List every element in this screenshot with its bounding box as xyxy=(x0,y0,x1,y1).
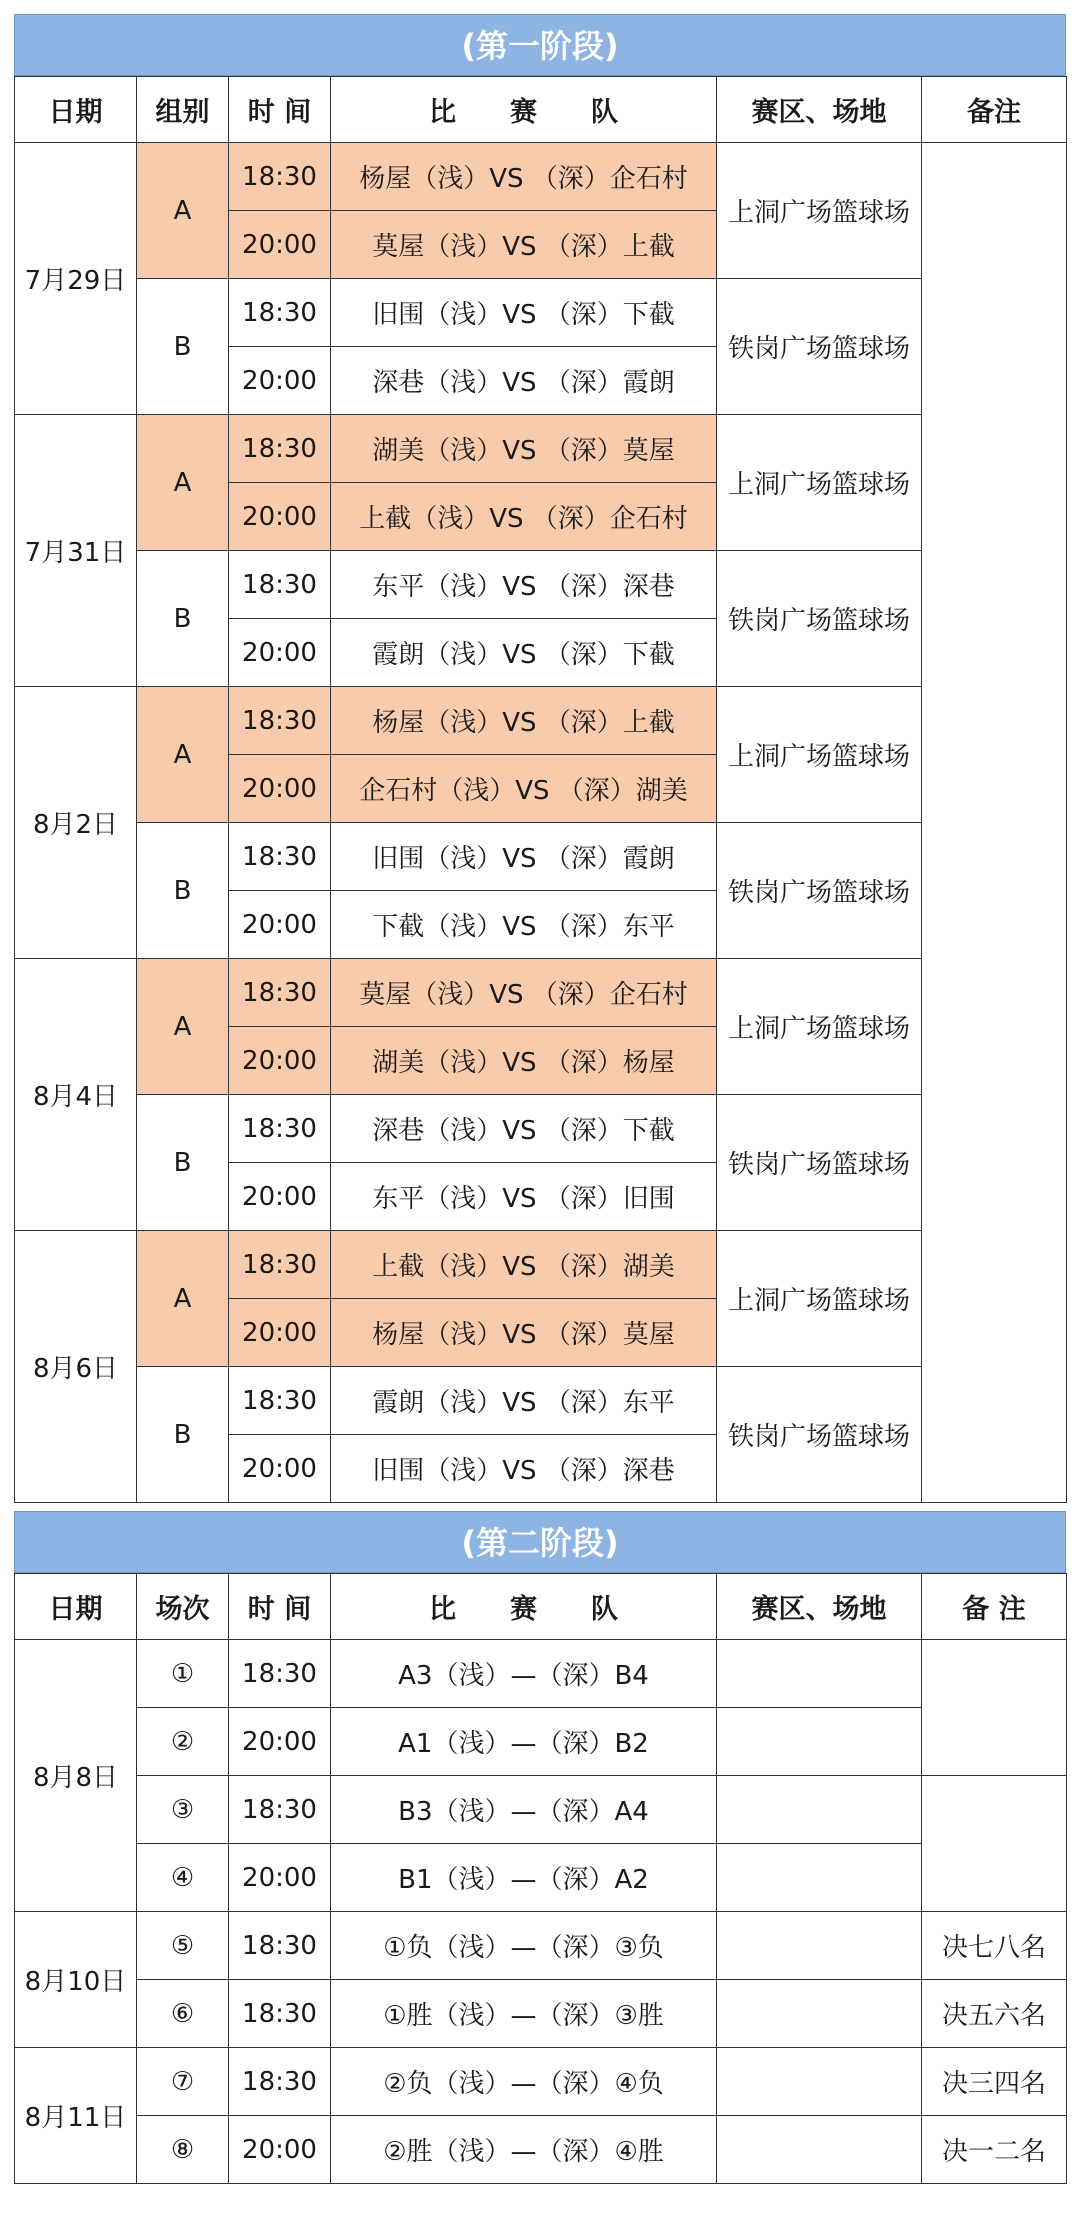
date-cell: 8月4日 xyxy=(15,959,137,1231)
group-cell: B xyxy=(137,551,229,687)
match-row xyxy=(15,551,1067,619)
teams-cell: 下截（浅）VS （深）东平 xyxy=(331,891,717,959)
venue-cell xyxy=(717,1776,922,1844)
match-number-cell: ⑤ xyxy=(137,1912,229,1980)
time-cell: 20:00 xyxy=(229,1027,331,1095)
column-header: 场次 xyxy=(137,1574,229,1640)
stage2-table xyxy=(14,1573,1067,2184)
teams-cell: 深巷（浅）VS （深）下截 xyxy=(331,1095,717,1163)
time-cell: 20:00 xyxy=(229,2116,331,2184)
teams-cell: 东平（浅）VS （深）深巷 xyxy=(331,551,717,619)
venue-cell: 铁岗广场篮球场 xyxy=(717,279,922,415)
stage1-title: (第一阶段) xyxy=(461,27,619,65)
teams-cell: 霞朗（浅）VS （深）下截 xyxy=(331,619,717,687)
time-cell: 20:00 xyxy=(229,483,331,551)
stage1-table xyxy=(14,76,1067,1503)
teams-cell: 旧围（浅）VS （深）霞朗 xyxy=(331,823,717,891)
time-cell: 18:30 xyxy=(229,1095,331,1163)
match-row xyxy=(15,1980,1067,2048)
teams-cell: 杨屋（浅）VS （深）上截 xyxy=(331,687,717,755)
match-row xyxy=(15,1231,1067,1299)
time-cell: 18:30 xyxy=(229,1640,331,1708)
match-row xyxy=(15,1912,1067,1980)
column-header: 赛区、场地 xyxy=(717,1574,922,1640)
date-cell: 8月11日 xyxy=(15,2048,137,2184)
venue-cell xyxy=(717,1912,922,1980)
venue-cell: 上洞广场篮球场 xyxy=(717,143,922,279)
time-cell: 20:00 xyxy=(229,347,331,415)
note-cell: 决七八名 xyxy=(922,1912,1067,1980)
date-cell: 8月8日 xyxy=(15,1640,137,1912)
match-row xyxy=(15,2048,1067,2116)
column-header: 日期 xyxy=(15,1574,137,1640)
group-cell: B xyxy=(137,823,229,959)
time-cell: 18:30 xyxy=(229,1912,331,1980)
teams-cell: ①负（浅）—（深）③负 xyxy=(331,1912,717,1980)
venue-cell xyxy=(717,1640,922,1708)
match-number-cell: ① xyxy=(137,1640,229,1708)
note-cell xyxy=(922,143,1067,1503)
match-row xyxy=(15,1367,1067,1435)
column-header: 备 注 xyxy=(922,1574,1067,1640)
note-cell: 决五六名 xyxy=(922,1980,1067,2048)
teams-cell: 湖美（浅）VS （深）杨屋 xyxy=(331,1027,717,1095)
time-cell: 18:30 xyxy=(229,1776,331,1844)
column-header: 时 间 xyxy=(229,77,331,143)
match-row xyxy=(15,143,1067,211)
time-cell: 18:30 xyxy=(229,1367,331,1435)
time-cell: 18:30 xyxy=(229,279,331,347)
match-row xyxy=(15,279,1067,347)
schedule-sheet xyxy=(14,14,1066,2184)
teams-cell: 旧围（浅）VS （深）深巷 xyxy=(331,1435,717,1503)
match-row xyxy=(15,415,1067,483)
group-cell: A xyxy=(137,959,229,1095)
teams-cell: 上截（浅）VS （深）湖美 xyxy=(331,1231,717,1299)
group-cell: B xyxy=(137,279,229,415)
venue-cell: 上洞广场篮球场 xyxy=(717,687,922,823)
teams-cell: 莫屋（浅）VS （深）企石村 xyxy=(331,959,717,1027)
date-cell: 8月10日 xyxy=(15,1912,137,2048)
venue-cell xyxy=(717,2048,922,2116)
match-number-cell: ④ xyxy=(137,1844,229,1912)
time-cell: 20:00 xyxy=(229,755,331,823)
column-header: 日期 xyxy=(15,77,137,143)
venue-cell: 铁岗广场篮球场 xyxy=(717,551,922,687)
match-number-cell: ⑥ xyxy=(137,1980,229,2048)
column-header: 组别 xyxy=(137,77,229,143)
column-header: 时 间 xyxy=(229,1574,331,1640)
teams-cell: A1（浅）—（深）B2 xyxy=(331,1708,717,1776)
venue-cell xyxy=(717,1844,922,1912)
match-row xyxy=(15,1095,1067,1163)
time-cell: 18:30 xyxy=(229,551,331,619)
teams-cell: B3（浅）—（深）A4 xyxy=(331,1776,717,1844)
column-header: 赛区、场地 xyxy=(717,77,922,143)
teams-cell: 湖美（浅）VS （深）莫屋 xyxy=(331,415,717,483)
teams-cell: 深巷（浅）VS （深）霞朗 xyxy=(331,347,717,415)
venue-cell: 上洞广场篮球场 xyxy=(717,1231,922,1367)
time-cell: 18:30 xyxy=(229,959,331,1027)
venue-cell: 上洞广场篮球场 xyxy=(717,415,922,551)
date-cell: 7月29日 xyxy=(15,143,137,415)
teams-cell: 霞朗（浅）VS （深）东平 xyxy=(331,1367,717,1435)
column-header: 备注 xyxy=(922,77,1067,143)
teams-cell: A3（浅）—（深）B4 xyxy=(331,1640,717,1708)
match-row xyxy=(15,823,1067,891)
match-row xyxy=(15,1776,1067,1844)
teams-cell: 杨屋（浅）VS （深）莫屋 xyxy=(331,1299,717,1367)
match-row xyxy=(15,687,1067,755)
group-cell: A xyxy=(137,415,229,551)
time-cell: 18:30 xyxy=(229,687,331,755)
time-cell: 20:00 xyxy=(229,1708,331,1776)
date-cell: 8月6日 xyxy=(15,1231,137,1503)
stage2-title: (第二阶段) xyxy=(461,1524,619,1562)
stage2-banner xyxy=(14,1511,1066,1573)
time-cell: 20:00 xyxy=(229,211,331,279)
match-number-cell: ③ xyxy=(137,1776,229,1844)
teams-cell: 上截（浅）VS （深）企石村 xyxy=(331,483,717,551)
time-cell: 18:30 xyxy=(229,1980,331,2048)
date-cell: 7月31日 xyxy=(15,415,137,687)
note-cell: 决一二名 xyxy=(922,2116,1067,2184)
match-number-cell: ⑧ xyxy=(137,2116,229,2184)
column-header: 比 赛 队 xyxy=(331,1574,717,1640)
group-cell: A xyxy=(137,143,229,279)
date-cell: 8月2日 xyxy=(15,687,137,959)
match-number-cell: ② xyxy=(137,1708,229,1776)
teams-cell: ②胜（浅）—（深）④胜 xyxy=(331,2116,717,2184)
teams-cell: 企石村（浅）VS （深）湖美 xyxy=(331,755,717,823)
venue-cell xyxy=(717,2116,922,2184)
match-row xyxy=(15,1844,1067,1912)
teams-cell: 旧围（浅）VS （深）下截 xyxy=(331,279,717,347)
match-row xyxy=(15,1640,1067,1708)
venue-cell: 铁岗广场篮球场 xyxy=(717,823,922,959)
time-cell: 20:00 xyxy=(229,1435,331,1503)
stage1-banner xyxy=(14,14,1066,76)
teams-cell: B1（浅）—（深）A2 xyxy=(331,1844,717,1912)
match-row xyxy=(15,2116,1067,2184)
time-cell: 20:00 xyxy=(229,1844,331,1912)
time-cell: 18:30 xyxy=(229,1231,331,1299)
group-cell: A xyxy=(137,687,229,823)
time-cell: 20:00 xyxy=(229,1163,331,1231)
match-row xyxy=(15,1708,1067,1776)
time-cell: 18:30 xyxy=(229,143,331,211)
time-cell: 18:30 xyxy=(229,2048,331,2116)
time-cell: 20:00 xyxy=(229,619,331,687)
venue-cell: 上洞广场篮球场 xyxy=(717,959,922,1095)
venue-cell xyxy=(717,1708,922,1776)
time-cell: 20:00 xyxy=(229,1299,331,1367)
time-cell: 18:30 xyxy=(229,415,331,483)
group-cell: B xyxy=(137,1095,229,1231)
note-cell xyxy=(922,1776,1067,1912)
teams-cell: ①胜（浅）—（深）③胜 xyxy=(331,1980,717,2048)
note-cell: 决三四名 xyxy=(922,2048,1067,2116)
time-cell: 20:00 xyxy=(229,891,331,959)
teams-cell: 东平（浅）VS （深）旧围 xyxy=(331,1163,717,1231)
teams-cell: 杨屋（浅）VS （深）企石村 xyxy=(331,143,717,211)
match-row xyxy=(15,959,1067,1027)
venue-cell: 铁岗广场篮球场 xyxy=(717,1095,922,1231)
venue-cell: 铁岗广场篮球场 xyxy=(717,1367,922,1503)
column-header: 比 赛 队 xyxy=(331,77,717,143)
teams-cell: 莫屋（浅）VS （深）上截 xyxy=(331,211,717,279)
time-cell: 18:30 xyxy=(229,823,331,891)
teams-cell: ②负（浅）—（深）④负 xyxy=(331,2048,717,2116)
group-cell: A xyxy=(137,1231,229,1367)
venue-cell xyxy=(717,1980,922,2048)
group-cell: B xyxy=(137,1367,229,1503)
match-number-cell: ⑦ xyxy=(137,2048,229,2116)
note-cell xyxy=(922,1640,1067,1776)
